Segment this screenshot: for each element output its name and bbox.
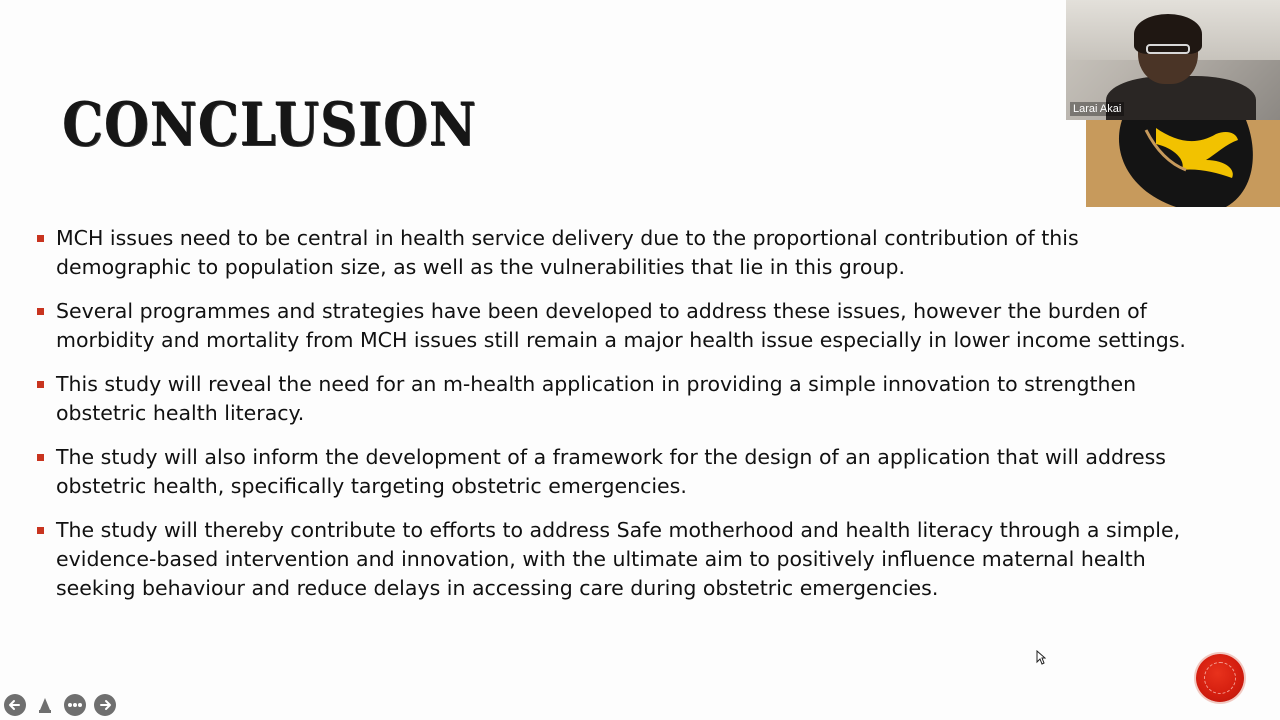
bullet-item bbox=[36, 224, 1206, 282]
bullet-marker-icon bbox=[37, 454, 44, 461]
glasses-icon bbox=[1146, 44, 1190, 54]
bullet-text: This study will reveal the need for an m-health application in providing a simple innovation to strengthen obstetric health literacy. bbox=[56, 372, 1137, 425]
bullet-marker-icon bbox=[37, 527, 44, 534]
next-slide-button[interactable] bbox=[94, 694, 116, 716]
logo-figure-icon bbox=[1086, 120, 1280, 207]
bullet-item bbox=[36, 516, 1206, 603]
bullet-item bbox=[36, 297, 1206, 355]
more-options-button[interactable] bbox=[64, 694, 86, 716]
pen-tool-button[interactable] bbox=[34, 694, 56, 716]
record-icon bbox=[1204, 662, 1236, 694]
pen-icon bbox=[36, 696, 54, 714]
bullet-item bbox=[36, 443, 1206, 501]
participant-video[interactable] bbox=[1066, 0, 1280, 120]
more-icon bbox=[67, 702, 83, 708]
previous-icon bbox=[8, 698, 22, 712]
participant-body bbox=[1106, 76, 1256, 120]
mouse-cursor-icon bbox=[1036, 650, 1046, 671]
bullet-item bbox=[36, 370, 1206, 428]
next-icon bbox=[98, 698, 112, 712]
bullet-marker-icon bbox=[37, 381, 44, 388]
previous-slide-button[interactable] bbox=[4, 694, 26, 716]
participant-name-label: Larai Akai bbox=[1070, 102, 1124, 116]
bullet-text: The study will also inform the development of a framework for the design of an application that will address obstetric health, specifically targeting obstetric emergencies. bbox=[56, 445, 1166, 498]
bullet-list bbox=[36, 224, 1206, 618]
bullet-marker-icon bbox=[37, 308, 44, 315]
record-button[interactable] bbox=[1196, 654, 1244, 702]
slide-title: CONCLUSION bbox=[62, 90, 477, 160]
bullet-text: Several programmes and strategies have been developed to address these issues, however the burden of morbidity and mortality from MCH issues still remain a major health issue especially in lower income settings. bbox=[56, 299, 1186, 352]
organization-logo bbox=[1086, 120, 1280, 207]
bullet-marker-icon bbox=[37, 235, 44, 242]
bullet-text: MCH issues need to be central in health service delivery due to the proportional contribution of this demographic to population size, as well as the vulnerabilities that lie in this group. bbox=[56, 226, 1079, 279]
bullet-text: The study will thereby contribute to efforts to address Safe motherhood and health literacy through a simple, evidence-based intervention and innovation, with the ultimate aim to positively influence maternal health seeking behaviour and reduce delays in accessing care during obstetric emergencies. bbox=[56, 518, 1181, 600]
slide-controls bbox=[4, 694, 116, 716]
